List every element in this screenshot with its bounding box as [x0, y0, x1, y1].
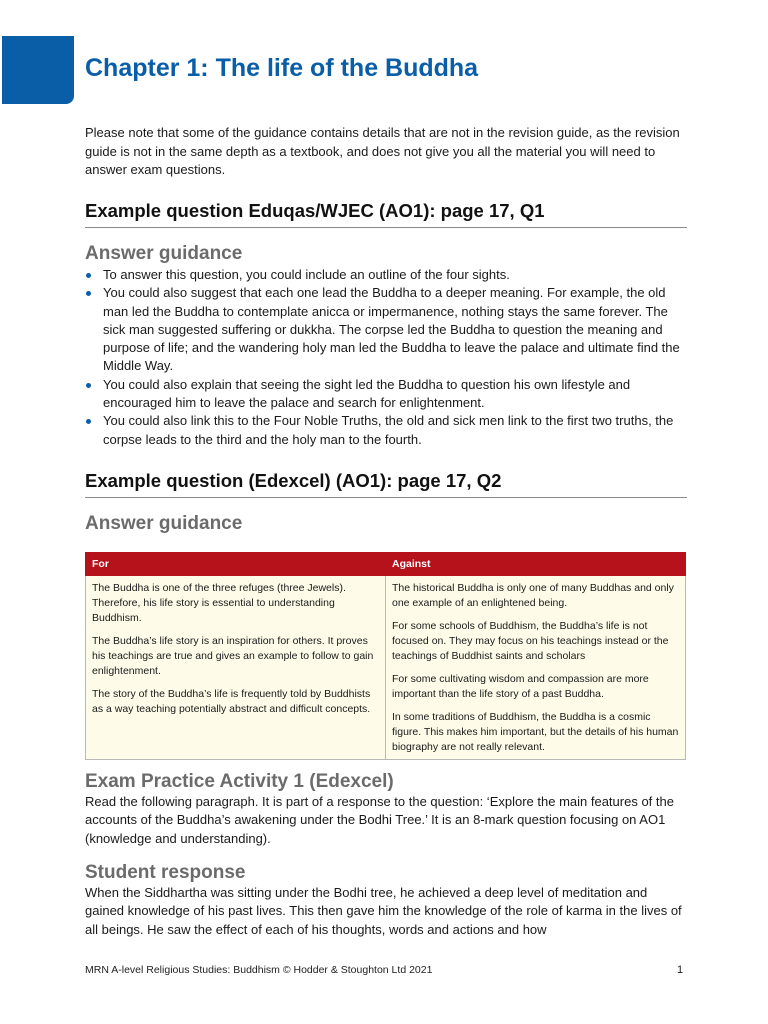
against-cell — [386, 576, 686, 760]
footer-copyright: MRN A-level Religious Studies: Buddhism © Hodder & Stoughton Ltd 2021 — [85, 964, 433, 976]
against-point: For some cultivating wisdom and compassion are more important than the life story of a past Buddha. — [392, 673, 649, 700]
answer-guidance-heading-2: Answer guidance — [85, 513, 243, 534]
bullet-dot-icon — [86, 383, 91, 388]
exam-practice-heading: Exam Practice Activity 1 (Edexcel) — [85, 771, 394, 792]
bullet-text: To answer this question, you could include an outline of the four sights. — [103, 267, 510, 282]
bullet-dot-icon — [86, 419, 91, 424]
for-column-header: For — [86, 553, 386, 576]
table-header-row — [86, 553, 686, 576]
bullet-item — [85, 266, 685, 284]
for-point: The story of the Buddha’s life is frequently told by Buddhists as a way teaching potentially abstract and difficult concepts. — [92, 688, 371, 715]
against-point: In some traditions of Buddhism, the Buddha is a cosmic figure. This makes him important, but the details of his human biography are not really relevant. — [392, 711, 679, 753]
for-point: The Buddha is one of the three refuges (three Jewels). Therefore, his life story is essential to understanding Buddhism. — [92, 582, 346, 624]
student-response-text: When the Siddhartha was sitting under the Bodhi tree, he achieved a deep level of meditation and gained knowledge of his past lives. This then gave him the knowledge of the role of karma in the lives of all beings. He saw the effect of each of his thoughts, words and actions and how — [85, 885, 682, 937]
chapter-title-text: The life of the Buddha — [215, 54, 479, 82]
bullet-item — [85, 412, 685, 449]
question-heading-1: Example question Eduqas/WJEC (AO1): page 17, Q1 — [85, 200, 687, 228]
bullet-text: You could also explain that seeing the sight led the Buddha to question his own lifestyle and encouraged him to leave the palace and search for enlightenment. — [103, 376, 631, 411]
page-number: 1 — [677, 964, 684, 976]
intro-paragraph: Please note that some of the guidance contains details that are not in the revision guide, as the revision guide is not in the same depth as a textbook, and does not give you all the material you will need to answer exam questions. — [85, 125, 680, 177]
for-against-table — [85, 552, 686, 760]
chapter-color-tab — [2, 36, 74, 104]
table-row — [86, 576, 686, 760]
answer-guidance-heading-1: Answer guidance — [85, 243, 243, 264]
bullet-dot-icon — [86, 291, 91, 296]
bullet-item — [85, 284, 685, 375]
for-point: The Buddha’s life story is an inspiration for others. It proves his teachings are true and gives an example to follow to gain enlightenment. — [92, 635, 374, 677]
student-response-heading: Student response — [85, 862, 246, 883]
against-column-header: Against — [386, 553, 686, 576]
question-heading-2: Example question (Edexcel) (AO1): page 17, Q2 — [85, 470, 687, 498]
bullet-text: You could also link this to the Four Noble Truths, the old and sick men link to the first two truths, the corpse leads to the third and the holy man to the fourth. — [103, 413, 674, 447]
bullet-text: You could also suggest that each one lead the Buddha to a deeper meaning. For example, the old man led the Buddha to contemplate anicca or impermanence, nothing stays the same forever. The sick man suggested suffering or dukkha. The corpse led the Buddha to question the meaning and purpose of life; and the wandering holy man led the Buddha to leave the palace and ultimate find the Middle Way. — [103, 285, 680, 374]
for-cell — [86, 576, 386, 760]
bullet-item — [85, 376, 685, 413]
against-point: For some schools of Buddhism, the Buddha’s life is not focused on. They may focus on his teachings instead or the teachings of Buddhist saints and scholars — [392, 620, 669, 662]
answer-guidance-bullets — [85, 266, 685, 449]
bullet-dot-icon — [86, 273, 91, 278]
chapter-label: Chapter 1: — [85, 54, 209, 82]
against-point: The historical Buddha is only one of many Buddhas and only one example of an enlightened being. — [392, 582, 674, 609]
exam-practice-text: Read the following paragraph. It is part of a response to the question: ‘Explore the main features of the accounts of the Buddha’s awakening under the Bodhi Tree.’ It is an 8-mark question focusing on AO1 (knowledge and understanding). — [85, 794, 674, 846]
chapter-title — [85, 54, 478, 83]
